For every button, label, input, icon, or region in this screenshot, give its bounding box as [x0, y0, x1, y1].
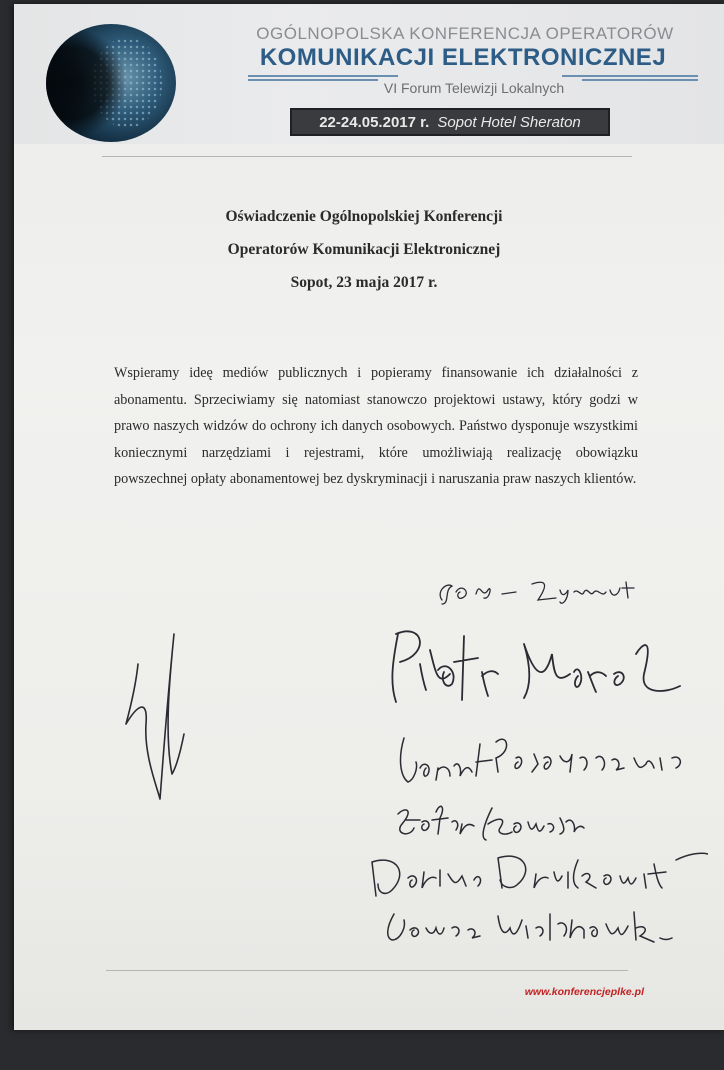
date-place-bar — [290, 108, 610, 136]
footer-website: www.konferencjeplke.pl — [524, 986, 644, 998]
footer-divider — [106, 970, 628, 971]
logo-shadow-arc — [46, 24, 176, 142]
signature-left — [108, 614, 198, 814]
signature-piotr-marek — [374, 614, 694, 714]
header-rule-left — [248, 75, 398, 77]
statement-body: Wspieramy ideę mediów publicznych i popieramy finansowanie ich działalności z abonamentu. Sprzeciwiamy się natomiast stanowczo projektowi ustawy, który godzi w prawo naszych widzów do ochrony ich danych osobowych. Państwo dysponuje wszystkimi koniecznymi narzędziami i rejestrami, które umożliwiają realizację obowiązku powszechnej opłaty abonamentowej bez dyskryminacji i naruszania praw naszych klientów. — [114, 365, 638, 487]
header-line-2: KOMUNIKACJI ELEKTRONICZNEJ — [259, 44, 667, 71]
signature-czeslaw — [384, 724, 704, 794]
header-divider — [102, 156, 632, 157]
header-line-3: VI Forum Telewizji Lokalnych — [383, 80, 565, 96]
title-line-2: Operatorów Komunikacji Elektronicznej — [227, 241, 501, 258]
conference-header — [14, 4, 724, 144]
title-line-1: Oświadczenie Ogólnopolskiej Konferencji — [225, 208, 503, 225]
signature-sobo-zygmunt — [432, 570, 652, 610]
document-page — [14, 4, 724, 1030]
conference-date: 22-24.05.2017 r. — [319, 113, 430, 131]
signature-dariusz — [358, 844, 708, 904]
header-line-1: OGÓLNOPOLSKA KONFERENCJA OPERATORÓW — [256, 24, 674, 43]
signature-jerzy — [374, 898, 674, 958]
header-rule-right — [562, 75, 698, 77]
conference-place: Sopot Hotel Sheraton — [437, 113, 581, 131]
title-line-3: Sopot, 23 maja 2017 r. — [290, 274, 438, 291]
